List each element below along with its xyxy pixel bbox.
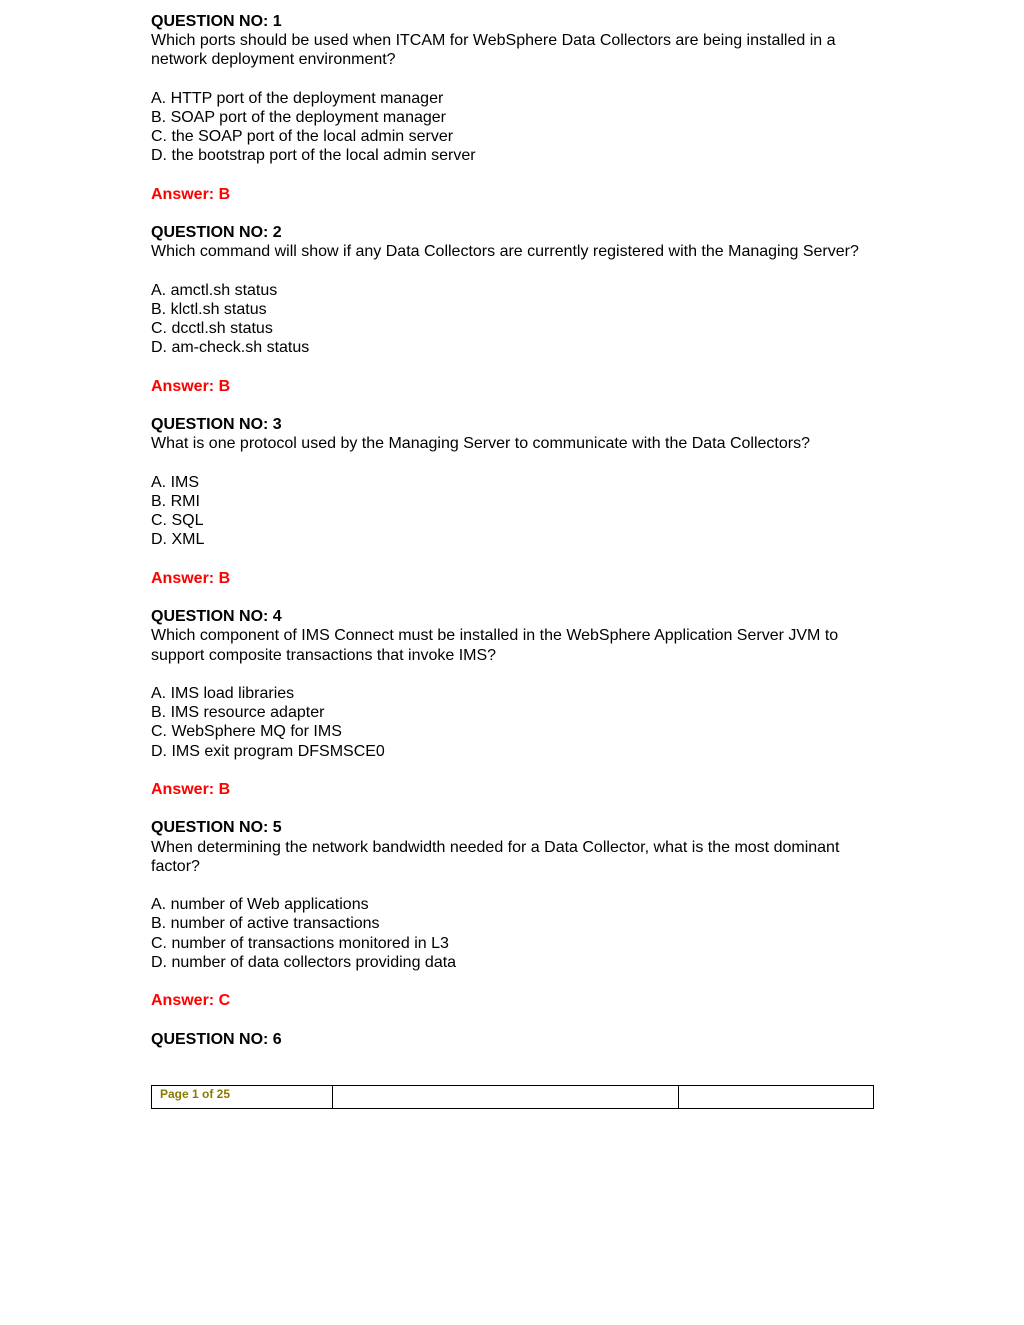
footer-cell-right — [679, 1086, 873, 1108]
answer-label: Answer: B — [151, 377, 231, 395]
question-heading: QUESTION NO: 2 — [151, 224, 282, 242]
option-item: D. the bootstrap port of the local admin server — [151, 147, 476, 165]
option-list — [151, 895, 875, 972]
document-body — [151, 12, 875, 1049]
option-item: D. am-check.sh status — [151, 339, 310, 357]
option-item: B. SOAP port of the deployment manager — [151, 109, 446, 126]
question-heading: QUESTION NO: 3 — [151, 416, 282, 434]
option-item: A. IMS — [151, 473, 200, 491]
question-text: What is one protocol used by the Managing Server to communicate with the Data Collectors? — [151, 435, 810, 453]
option-item: A. amctl.sh status — [151, 281, 278, 299]
option-item: A. HTTP port of the deployment manager — [151, 89, 444, 107]
option-item: B. klctl.sh status — [151, 300, 267, 318]
question-block-5 — [151, 818, 875, 1010]
option-item: C. number of transactions monitored in L3 — [151, 934, 449, 952]
question-block-3 — [151, 415, 875, 588]
page-footer — [151, 1085, 874, 1109]
option-item: D. number of data collectors providing data — [151, 953, 457, 971]
question-text: When determining the network bandwidth needed for a Data Collector, what is the most dominant factor? — [151, 838, 840, 875]
answer-label: Answer: B — [151, 780, 231, 798]
answer-label: Answer: C — [151, 992, 231, 1010]
question-heading: QUESTION NO: 5 — [151, 819, 282, 837]
option-item: D. IMS exit program DFSMSCE0 — [151, 742, 385, 760]
answer-label: Answer: B — [151, 185, 231, 203]
option-item: B. number of active transactions — [151, 915, 380, 933]
option-item: A. number of Web applications — [151, 896, 369, 914]
option-item: C. WebSphere MQ for IMS — [151, 723, 342, 741]
question-text: Which command will show if any Data Collectors are currently registered with the Managing Server? — [151, 243, 859, 261]
question-text: Which ports should be used when ITCAM for WebSphere Data Collectors are being installed in a network deployment environment? — [151, 32, 836, 69]
question-block-2 — [151, 223, 875, 396]
option-list — [151, 684, 875, 761]
option-item: A. IMS load libraries — [151, 684, 295, 702]
option-item: C. the SOAP port of the local admin server — [151, 128, 454, 146]
next-question-heading: QUESTION NO: 6 — [151, 1030, 282, 1048]
page-number: Page 1 of 25 — [160, 1087, 231, 1101]
option-list — [151, 281, 875, 358]
option-item: B. IMS resource adapter — [151, 704, 325, 722]
option-item: B. RMI — [151, 492, 200, 510]
footer-cell-page — [152, 1086, 333, 1108]
option-item: C. SQL — [151, 512, 204, 530]
option-list — [151, 89, 875, 166]
question-text: Which component of IMS Connect must be installed in the WebSphere Application Server JVM to support composite transactions that invoke IMS? — [151, 627, 839, 664]
question-heading: QUESTION NO: 4 — [151, 608, 282, 626]
footer-cell-middle — [333, 1086, 679, 1108]
question-block-1 — [151, 12, 875, 204]
question-block-4 — [151, 607, 875, 799]
question-heading: QUESTION NO: 1 — [151, 13, 282, 30]
option-item: D. XML — [151, 531, 205, 549]
answer-label: Answer: B — [151, 569, 231, 587]
option-list — [151, 473, 875, 550]
option-item: C. dcctl.sh status — [151, 320, 273, 338]
